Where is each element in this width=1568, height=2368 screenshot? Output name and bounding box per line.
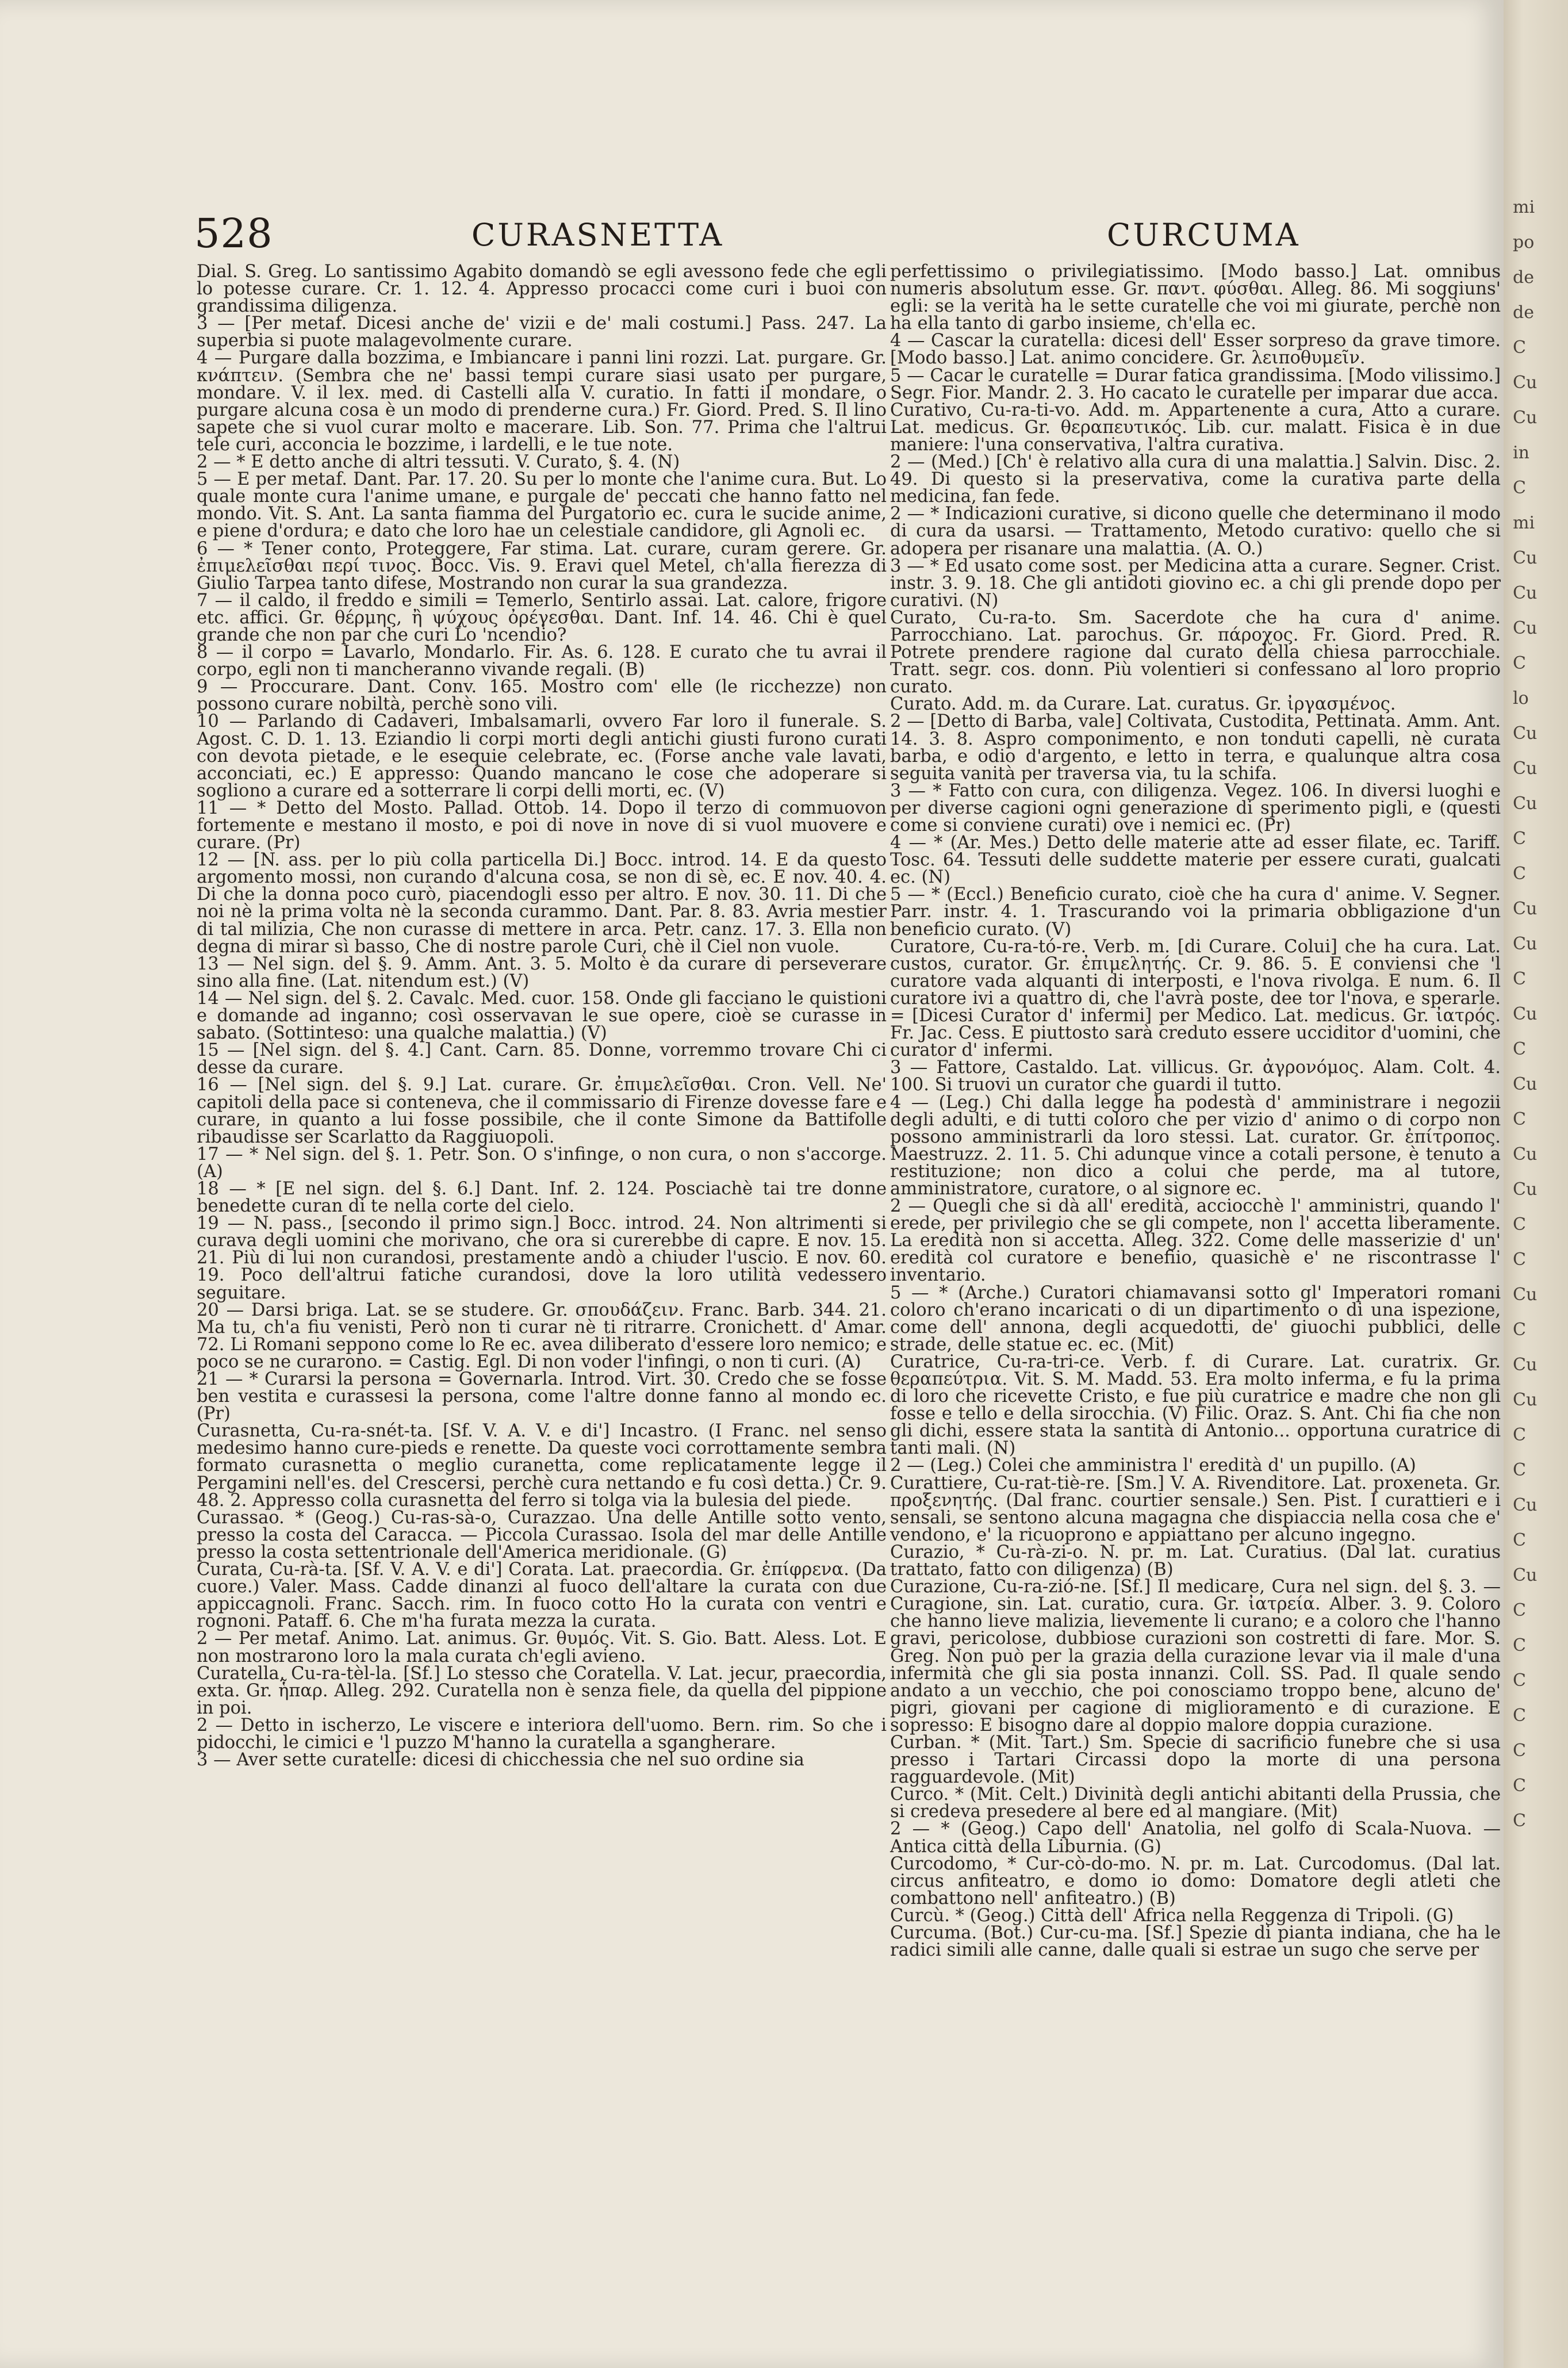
dictionary-entry: 19 — N. pass., [secondo il primo sign.] Bocc. introd. 24. Non altrimenti si curava degli uomini che morivano, che ora si curerebbe di capre. E nov. 15. 21. Più di lui non curandosi, prestamente andò a chiuder l'uscio. E nov. 60. 19. Poco dell'altrui fatiche curandosi, dove la loro utilità vedessero seguitare.	[197, 1213, 887, 1303]
dictionary-entry: 18 — * [E nel sign. del §. 6.] Dant. Inf. 2. 124. Posciachè tai tre donne benedette curan di te nella corte del cielo.	[197, 1178, 887, 1217]
dictionary-entry: 8 — il corpo = Lavarlo, Mondarlo. Fir. As. 6. 128. E curato che tu avrai il corpo, egli non ti mancheranno vivande regali. (B)	[197, 642, 887, 680]
dictionary-entry: 2 — * (Geog.) Capo dell' Anatolia, nel golfo di Scala-Nuova. — Antica città della Liburnia. (G)	[890, 1819, 1501, 1857]
dictionary-entry: Curcù. * (Geog.) Città dell' Africa nella Reggenza di Tripoli. (G)	[890, 1905, 1454, 1926]
dictionary-entry: 2 — Detto in ischerzo, Le viscere e interiora dell'uomo. Bern. rim. So che i pidocchi, le cimici e 'l puzzo M'hanno la curatella a sgangherare.	[197, 1715, 887, 1753]
right-column	[890, 263, 1501, 1959]
dictionary-entry: 21 — * Curarsi la persona = Governarla. Introd. Virt. 30. Credo che se fosse ben vestita e curassesi la persona, come l'altre donne fanno al mondo ec. (Pr)	[197, 1369, 887, 1424]
page-number: 528	[194, 210, 273, 257]
dictionary-entry: 2 — (Leg.) Colei che amministra l' eredità d' un pupillo. (A)	[890, 1455, 1416, 1476]
paper-stain	[1368, 966, 1420, 1001]
dictionary-entry: Curazio, * Cu-rà-zi-o. N. pr. m. Lat. Curatius. (Dal lat. curatius trattato, fatto con diligenza) (B)	[890, 1542, 1501, 1580]
dictionary-entry: 3 — Aver sette curatelle: dicesi di chicchessia che nel suo ordine sia	[197, 1750, 804, 1771]
dictionary-entry: 4 — (Leg.) Chi dalla legge ha podestà d' amministrare i negozii degli adulti, e di tutti coloro che per vizio d' animo o di corpo non possono amministrarli da loro stessi. Lat. curator. Gr. ἐπίτροπος. Maestruzz. 2. 11. 5. Chi adunque vince a cotali persone, è tenuto a restituzione; non dico a colui che perde, ma al tutore, amministratore, curatore, o al signore ec.	[890, 1092, 1501, 1199]
dictionary-entry: 7 — il caldo, il freddo e simili = Temerlo, Sentirlo assai. Lat. calore, frigore etc. affici. Gr. θέρμης, ἢ ψύχους ὀρέγεσθαι. Dant. Inf. 14. 46. Chi è quel grande che non par che curi Lo 'ncendio?	[197, 590, 887, 645]
dictionary-entry: Curban. * (Mit. Tart.) Sm. Specie di sacrificio funebre che si usa presso i Tartari Circassi dopo la morte di una persona ragguardevole. (Mit)	[890, 1732, 1501, 1788]
dictionary-entry: 5 — Cacar le curatelle = Durar fatica grandissima. [Modo vilissimo.] Segr. Fior. Mandr. 2. 3. Ho cacato le curatelle per imparar due acca.	[890, 365, 1501, 403]
dictionary-entry: 2 — [Detto di Barba, vale] Coltivata, Custodita, Pettinata. Amm. Ant. 14. 3. 8. Aspro componimento, e non tonduti capelli, nè curata barba, e odio d'argento, e letto in terra, e qualunque altra cosa seguita vanità per traversa via, tu la schifa.	[890, 711, 1501, 784]
dictionary-entry: 11 — * Detto del Mosto. Pallad. Ottob. 14. Dopo il terzo di commuovon fortemente e mestano il mosto, e poi di nove in nove di si vuol muovere e curare. (Pr)	[197, 798, 887, 853]
dictionary-entry: 4 — Cascar la curatella: dicesi dell' Esser sorpreso da grave timore. [Modo basso.] Lat. animo concidere. Gr. λειποθυμεῖν.	[890, 331, 1501, 369]
dictionary-entry: 2 — * Indicazioni curative, si dicono quelle che determinano il modo di cura da usarsi. — Trattamento, Metodo curativo: quello che si adopera per risanare una malattia. (A. O.)	[890, 504, 1501, 559]
left-running-title: CURASNETTA	[471, 217, 724, 253]
dictionary-entry: 10 — Parlando di Cadaveri, Imbalsamarli, ovvero Far loro il funerale. S. Agost. C. D. 1. 13. Eziandio li corpi morti degli antichi giusti furono curati con devota pietade, e le esequie celebrate, ec. (Forse anche vale lavati, acconciati, ec.) E appresso: Quando mancano le cose che adoperare si sogliono a curare ed a sotterrare li corpi delli morti, ec. (V)	[197, 711, 887, 801]
dictionary-entry: Curatella, Cu-ra-tèl-la. [Sf.] Lo stesso che Coratella. V. Lat. jecur, praecordia, exta. Gr. ἧπαρ. Alleg. 292. Curatella non è senza fiele, da quella del pippione in poi.	[197, 1663, 887, 1718]
dictionary-entry: 6 — * Tener conto, Proteggere, Far stima. Lat. curare, curam gerere. Gr. ἐπιμελεῖσθαι περί τινος. Bocc. Vis. 9. Eravi quel Metel, ch'alla fierezza di Giulio Tarpea tanto difese, Mostrando non curar la sua grandezza.	[197, 538, 887, 593]
dictionary-entry: 12 — [N. ass. per lo più colla particella Di.] Bocc. introd. 14. E da questo argomento mossi, non curando d'alcuna cosa, se non di sè, ec. E nov. 40. 4. Di che la donna poco curò, piacendogli esso per altro. E nov. 30. 11. Di che noi nè la prima volta nè la seconda curammo. Dant. Par. 8. 83. Avria mestier di tal milizia, Che non curasse di mettere in arca. Petr. canz. 17. 3. Ella non degna di mirar sì basso, Che di nostre parole Curi, chè il Ciel non vuole.	[197, 850, 887, 957]
dictionary-entry: 2 — Quegli che si dà all' eredità, acciocchè l' amministri, quando l' erede, per privilegio che se gli compete, non l' accetta liberamente. La eredità non si accetta. Alleg. 322. Come delle masserizie d' un' eredità col curatore e benefiio, quasichè e' ne riscontrasse l' inventario.	[890, 1196, 1501, 1286]
running-head	[0, 210, 1504, 262]
dictionary-entry: Curato. Add. m. da Curare. Lat. curatus. Gr. ἰργασμένος.	[890, 694, 1396, 715]
dictionary-entry: 3 — [Per metaf. Dicesi anche de' vizii e de' mali costumi.] Pass. 247. La superbia si puote malagevolmente curare.	[197, 313, 887, 351]
dictionary-entry: 4 — Purgare dalla bozzima, e Imbiancare i panni lini rozzi. Lat. purgare. Gr. κνάπτειν. (Sembra che ne' bassi tempi curare siasi usato per purgare, mondare. V. il lex. med. di Castelli alla V. curatio. In fatti il mondare, o purgare alcuna cosa è un modo di prenderne cura.) Fr. Giord. Pred. S. Il lino sapete che si vuol curar molto e macerare. Lib. Son. 77. Prima che l'altrui tele curi, acconcia le bozzime, i lardelli, e le tue note.	[197, 348, 887, 455]
dictionary-entry: 2 — (Med.) [Ch' è relativo alla cura di una malattia.] Salvin. Disc. 2. 49. Di questo si la preservativa, come la curativa parte della medicina, fan fede.	[890, 452, 1501, 507]
dictionary-entry: Curativo, Cu-ra-ti-vo. Add. m. Appartenente a cura, Atto a curare. Lat. medicus. Gr. θεραπευτικός. Lib. cur. malatt. Fisica è in due maniere: l'una conservativa, l'altra curativa.	[890, 400, 1501, 455]
dictionary-entry: 15 — [Nel sign. del §. 4.] Cant. Carn. 85. Donne, vorremmo trovare Chi ci desse da curare.	[197, 1040, 887, 1078]
dictionary-entry: 3 — * Fatto con cura, con diligenza. Vegez. 106. In diversi luoghi e per diverse cagioni ogni generazione di sperimento pigli, e (questi come si conviene curati) ove i nemici ec. (Pr)	[890, 780, 1501, 836]
dictionary-entry: Curattiere, Cu-rat-tiè-re. [Sm.] V. A. Rivenditore. Lat. proxeneta. Gr. προξενητής. (Dal franc. courtier sensale.) Sen. Pist. I curattieri e i sensali, se sentono alcuna magagna che dispiaccia nella cosa che e' vendono, e' la ricuoprono e appiattano per alcuno ingegno.	[890, 1473, 1501, 1545]
dictionary-entry: Curasnetta, Cu-ra-snét-ta. [Sf. V. A. V. e di'] Incastro. (I Franc. nel senso medesimo hanno cure-pieds e renette. Da queste voci corrottamente sembra formato curasnetta o meglio curanetta, come replicatamente legge il Pergamini nell'es. del Crescersi, perchè cura nettando e fu così detta.) Cr. 9. 48. 2. Appresso colla curasnetta del ferro si tolga via la bulesia del piede.	[197, 1421, 887, 1511]
dictionary-entry: 13 — Nel sign. del §. 9. Amm. Ant. 3. 5. Molto è da curare di perseverare sino alla fine. (Lat. nitendum est.) (V)	[197, 953, 887, 991]
dictionary-entry: 20 — Darsi briga. Lat. se se studere. Gr. σπουδάζειν. Franc. Barb. 344. 21. Ma tu, ch'a fiu venisti, Però non ti curar nè ti ritrarre. Cronichett. d' Amar. 72. Li Romani seppono come lo Re ec. avea diliberato d'essere loro nemico; e poco se ne curarono. = Castig. Egl. Di non voder l'infingi, o non ti curi. (A)	[197, 1300, 887, 1372]
dictionary-entry: 4 — * (Ar. Mes.) Detto delle materie atte ad esser filate, ec. Tariff. Tosc. 64. Tessuti delle suddette materie per essere curati, gualcati ec. (N)	[890, 833, 1501, 888]
next-page-fragment: mi po de de C Cu Cu in C mi Cu Cu Cu C lo Cu Cu Cu C C Cu Cu C Cu C Cu C Cu Cu C C Cu C Cu Cu C C Cu C Cu C C C C C C C	[1513, 197, 1538, 1831]
dictionary-entry: 3 — Fattore, Castaldo. Lat. villicus. Gr. ἀγρονόμος. Alam. Colt. 4. 100. Si truovi un curator che guardi il tutto.	[890, 1057, 1501, 1095]
next-page-edge	[1504, 0, 1568, 2368]
right-running-title: CURCUMA	[1107, 217, 1301, 253]
dictionary-entry: 2 — * E detto anche di altri tessuti. V. Curato, §. 4. (N)	[197, 452, 680, 473]
dictionary-entry: Curco. * (Mit. Celt.) Divinità degli antichi abitanti della Prussia, che si credeva presedere al bere ed al mangiare. (Mit)	[890, 1784, 1501, 1822]
dictionary-entry: perfettissimo o privilegiatissimo. [Modo basso.] Lat. omnibus numeris absolutum esse. Gr. παντ. φύσθαι. Alleg. 86. Mi soggiuns' egli: se la verità ha le sette curatelle che voi mi giurate, perchè non ha ella tanto di garbo insieme, ch'ella ec.	[890, 262, 1501, 334]
dictionary-entry: Curcuma. (Bot.) Cur-cu-ma. [Sf.] Spezie di pianta indiana, che ha le radici simili alle canne, dalle quali si estrae un sugo che serve per	[890, 1923, 1501, 1961]
dictionary-entry: 16 — [Nel sign. del §. 9.] Lat. curare. Gr. ἐπιμελεῖσθαι. Cron. Vell. Ne' capitoli della pace si conteneva, che il commissario di Firenze dovesse fare e curare, in quanto a lui fosse possibile, che il conte Simone da Battifolle ribaudisse ser Scarlatto da Raggiuopoli.	[197, 1075, 887, 1147]
dictionary-entry: Curazione, Cu-ra-zió-ne. [Sf.] Il medicare, Cura nel sign. del §. 3. — Curagione, sin. Lat. curatio, cura. Gr. ἰατρεία. Alber. 3. 9. Coloro che hanno lieve malizia, lievemente li curano; e a coloro che l'hanno gravi, pericolose, dubbiose curazioni son costretti di fare. Mor. S. Greg. Non può per la grazia della curazione levar via il male d'una infermità che gli sia posta innanzi. Coll. SS. Pad. Il quale sendo andato a un vecchio, che poi conosciamo troppo bene, alcuno de' pigri, giovani per cagione di miglioramento e di curazione. E sopresso: E bisogno dare al doppio malore doppia curazione.	[890, 1577, 1501, 1735]
dictionary-entry: 17 — * Nel sign. del §. 1. Petr. Son. O s'infinge, o non cura, o non s'accorge. (A)	[197, 1144, 887, 1182]
dictionary-entry: 9 — Proccurare. Dant. Conv. 165. Mostro com' elle (le ricchezze) non possono curare nobiltà, perchè sono vili.	[197, 677, 887, 715]
dictionary-entry: 3 — * Ed usato come sost. per Medicina atta a curare. Segner. Crist. instr. 3. 9. 18. Che gli antidoti giovino ec. a chi gli prende dopo per curativi. (N)	[890, 555, 1501, 611]
dictionary-entry: Curatrice, Cu-ra-tri-ce. Verb. f. di Curare. Lat. curatrix. Gr. θεραπεύτρια. Vit. S. M. Madd. 53. Era molto inferma, e fu la prima di loro che ricevette Cristo, e fue più curatrice e madre che non gli fosse e tello e della sirocchia. (V) Filic. Oraz. S. Ant. Chi fia che non gli dichi, essere stata la santità di Antonio... opportuna curatrice di tanti mali. (N)	[890, 1351, 1501, 1459]
dictionary-entry: Dial. S. Greg. Lo santissimo Agabito domandò se egli avessono fede che egli lo potesse curare. Cr. 1. 12. 4. Appresso procacci come curi i buoi con grandissima diligenza.	[197, 262, 887, 317]
dictionary-entry: 2 — Per metaf. Animo. Lat. animus. Gr. θυμός. Vit. S. Gio. Batt. Aless. Lot. E non mostrarono loro la mala curata ch'egli avieno.	[197, 1629, 887, 1666]
dictionary-entry: 5 — E per metaf. Dant. Par. 17. 20. Su per lo monte che l'anime cura. But. Lo quale monte cura l'anime umane, e purgale de' peccati che hanno fatto nel mondo. Vit. S. Ant. La santa fiamma del Purgatorio ec. cura le sucide anime, e piene d'ordura; e dato che loro hae un celestiale candidore, gli Agnoli ec.	[197, 469, 887, 542]
left-column	[197, 263, 887, 1769]
dictionary-entry: Curassao. * (Geog.) Cu-ras-sà-o, Curazzao. Una delle Antille sotto vento, presso la costa del Caracca. — Piccola Curassao. Isola del mar delle Antille presso la costa settentrionale dell'America meridionale. (G)	[197, 1507, 887, 1562]
dictionary-entry: Curcodomo, * Cur-cò-do-mo. N. pr. m. Lat. Curcodomus. (Dal lat. circus anfiteatro, e domo io domo: Domatore degli atleti che combattono nell' anfiteatro.) (B)	[890, 1853, 1501, 1909]
dictionary-entry: Curato, Cu-ra-to. Sm. Sacerdote che ha cura d' anime. Parrocchiano. Lat. parochus. Gr. πάροχος. Fr. Giord. Pred. R. Potrete prendere ragione dal curato della chiesa parrocchiale. Tratt. segr. cos. donn. Più volentieri si confessano al loro proprio curato.	[890, 607, 1501, 698]
dictionary-entry: 5 — * (Eccl.) Beneficio curato, cioè che ha cura d' anime. V. Segner. Parr. instr. 4. 1. Trascurando voi la primaria obbligazione d'un beneficio curato. (V)	[890, 884, 1501, 940]
dictionary-entry: 14 — Nel sign. del §. 2. Cavalc. Med. cuor. 158. Onde gli facciano le quistioni e domande ad inganno; così osservavan le sue opere, cioè se curasse in sabato. (Sottinteso: una qualche malattia.) (V)	[197, 988, 887, 1044]
dictionary-entry: Curata, Cu-rà-ta. [Sf. V. A. V. e di'] Corata. Lat. praecordia. Gr. ἐπίφρενα. (Da cuore.) Valer. Mass. Cadde dinanzi al fuoco dell'altare la curata con due appiccagnoli. Franc. Sacch. rim. In fuoco cotto Ho la curata con ventri e rognoni. Pataff. 6. Che m'ha furata mezza la curata.	[197, 1559, 887, 1632]
dictionary-entry: 5 — * (Arche.) Curatori chiamavansi sotto gl' Imperatori romani coloro ch'erano incaricati o di un dipartimento o di una ispezione, come dell' annona, degli acquedotti, de' giuochi pubblici, delle strade, delle statue ec. ec. (Mit)	[890, 1282, 1501, 1355]
dictionary-entry: Curatore, Cu-ra-tó-re. Verb. m. [di Curare. Colui] che ha cura. Lat. custos, curator. Gr. ἐπιμελητής. Cr. 9. 86. 5. E conviensi che 'l curatore vada alquanti di interposti, e l'nova rivolga. E num. 6. Il curatore ivi a quattro di, che l'avrà poste, dee tor l'nova, e sperarle. = [Dicesi Curator d' infermi] per Medico. Lat. medicus. Gr. ἰατρός. Fr. Jac. Cess. E piuttosto sarà creduto essere ucciditor d'uomini, che curator d' infermi.	[890, 936, 1501, 1061]
